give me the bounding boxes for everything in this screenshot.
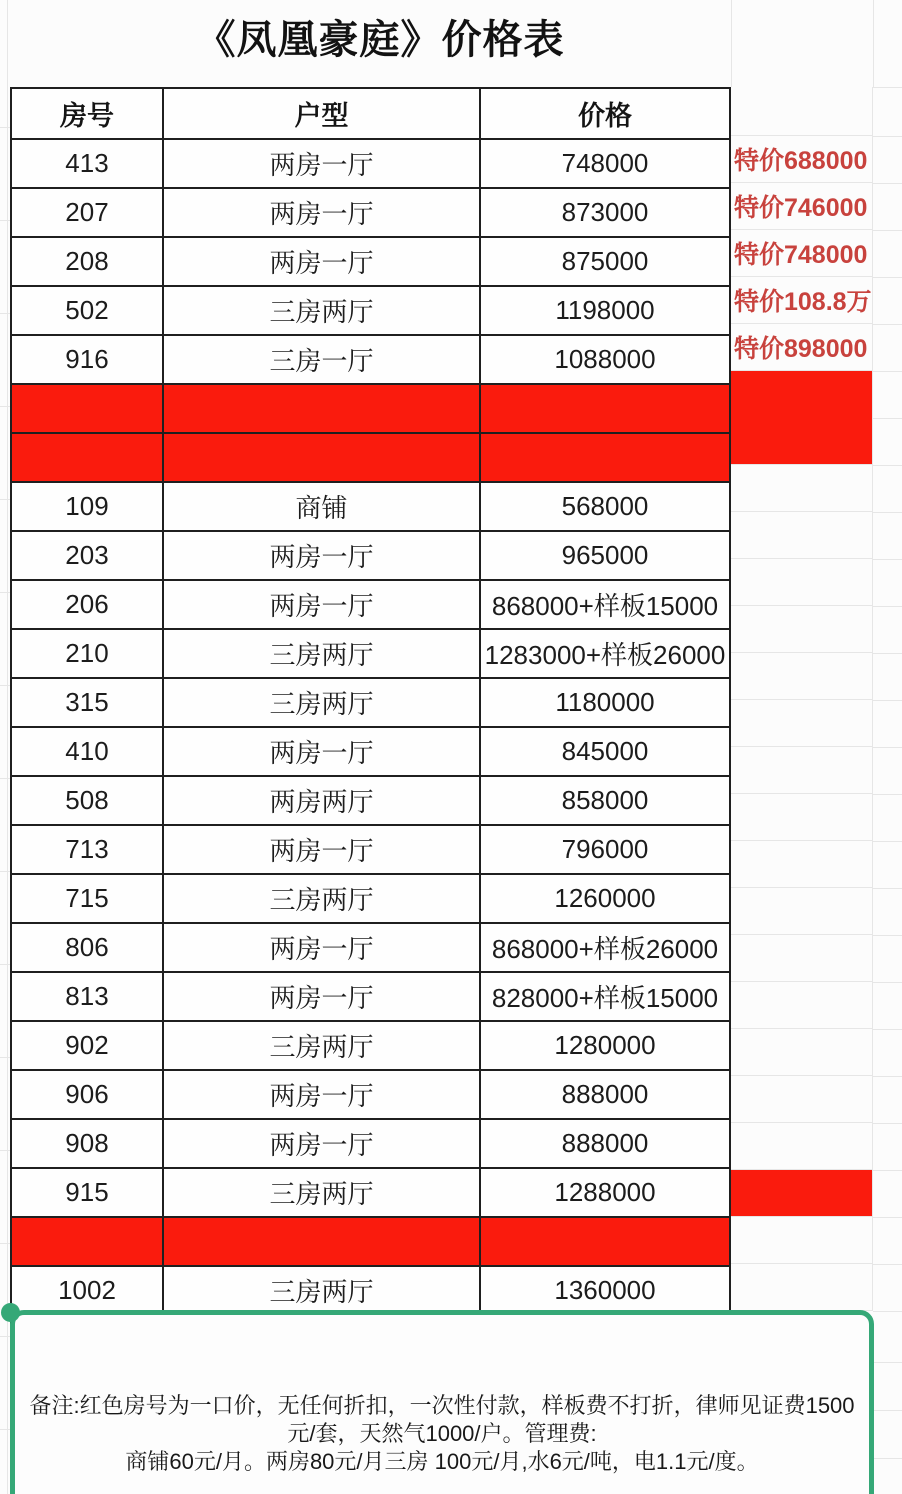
cell-price[interactable]: 1280000 (554, 1030, 656, 1060)
special-price-cell[interactable] (731, 136, 872, 183)
sheet-gridline (0, 778, 10, 779)
cell-price[interactable]: 1088000 (554, 344, 656, 374)
sheet-gridline (0, 871, 10, 872)
table-header-row (12, 89, 729, 138)
sheet-gridline (873, 1311, 902, 1312)
cell-price[interactable]: 1288000 (554, 1177, 656, 1207)
sheet-gridline (873, 935, 902, 936)
cell-layout[interactable]: 两房一厅 (164, 581, 481, 628)
sheet-gridline (0, 1150, 10, 1151)
sheet-cell[interactable] (731, 1264, 872, 1311)
table-row (12, 1167, 729, 1216)
cell-price[interactable]: 1180000 (555, 687, 655, 717)
cell-room[interactable]: 210 (12, 630, 164, 677)
note-line: 元/套，天然气1000/户。管理费: (287, 1421, 597, 1446)
sheet-gridline (873, 1123, 902, 1124)
table-row (12, 138, 729, 187)
cell-price[interactable] (481, 434, 729, 481)
cell-room[interactable]: 315 (12, 679, 164, 726)
page-title: 《凤凰豪庭》价格表 (195, 18, 565, 62)
table-row (12, 285, 729, 334)
cell-room[interactable]: 413 (12, 140, 164, 187)
sheet-cell[interactable] (731, 418, 872, 465)
sheet-gridline (873, 277, 902, 278)
cell-price[interactable]: 868000+样板26000 (491, 934, 719, 964)
table-row (12, 873, 729, 922)
special-price-label: 特价108.8万 (734, 288, 872, 316)
special-price-label: 特价746000 (734, 194, 868, 222)
sheet-gridline (0, 220, 10, 221)
sheet-gridline (873, 559, 902, 560)
cell-layout[interactable]: 两房一厅 (164, 189, 481, 236)
cell-room[interactable]: 508 (12, 777, 164, 824)
cell-room[interactable]: 915 (12, 1169, 164, 1216)
sheet-cell[interactable] (731, 747, 872, 794)
sheet-gridline (7, 0, 8, 1494)
cell-price[interactable]: 845000 (561, 736, 649, 766)
table-row (12, 187, 729, 236)
cell-price[interactable]: 858000 (561, 785, 649, 815)
cell-room[interactable]: 206 (12, 581, 164, 628)
header-layout[interactable]: 户型 (164, 89, 481, 138)
cell-price[interactable]: 888000 (561, 1079, 649, 1109)
sheet-gridline (873, 1410, 902, 1411)
sheet-gridline (873, 183, 902, 184)
cell-layout[interactable]: 三房两厅 (164, 1022, 481, 1069)
table-row (12, 1020, 729, 1069)
sheet-gridline (0, 1243, 10, 1244)
sheet-cell[interactable] (731, 841, 872, 888)
sheet-gridline (873, 418, 902, 419)
sheet-cell[interactable] (731, 606, 872, 653)
sheet-gridline (873, 87, 902, 88)
table-row (12, 530, 729, 579)
special-price-label: 特价748000 (734, 241, 868, 269)
sheet-gridline (0, 592, 10, 593)
cell-layout[interactable]: 两房一厅 (164, 973, 481, 1020)
cell-room[interactable]: 908 (12, 1120, 164, 1167)
sheet-cell[interactable] (731, 700, 872, 747)
sheet-gridline (873, 1264, 902, 1265)
table-row (12, 824, 729, 873)
special-price-cell[interactable] (731, 324, 872, 371)
sheet-gridline (873, 653, 902, 654)
sheet-gridline (873, 1170, 902, 1171)
cell-price[interactable] (481, 385, 729, 432)
cell-layout[interactable]: 两房一厅 (164, 924, 481, 971)
note-text (13, 1392, 871, 1476)
sheet-cell[interactable] (731, 371, 872, 418)
sheet-gridline (873, 1458, 902, 1459)
price-table (10, 87, 731, 1365)
cell-room[interactable] (12, 385, 164, 432)
cell-room[interactable]: 1002 (12, 1267, 164, 1314)
highlight-row (12, 1216, 729, 1265)
table-row (12, 628, 729, 677)
sheet-cell[interactable] (731, 1217, 872, 1264)
cell-room[interactable]: 208 (12, 238, 164, 285)
cell-price[interactable]: 1260000 (554, 883, 656, 913)
cell-room[interactable]: 813 (12, 973, 164, 1020)
sheet-cell[interactable] (731, 1170, 872, 1217)
sheet-gridline (0, 127, 10, 128)
cell-layout[interactable]: 两房一厅 (164, 1120, 481, 1167)
table-row (12, 922, 729, 971)
sheet-cell[interactable] (731, 1123, 872, 1170)
cell-layout[interactable]: 三房两厅 (164, 875, 481, 922)
sheet-cell[interactable] (731, 888, 872, 935)
sheet-cell[interactable] (731, 512, 872, 559)
cell-room[interactable]: 906 (12, 1071, 164, 1118)
sheet-gridline (873, 1362, 902, 1363)
cell-layout[interactable]: 两房一厅 (164, 238, 481, 285)
sheet-gridline (873, 841, 902, 842)
cell-room[interactable]: 109 (12, 483, 164, 530)
sheet-gridline (873, 700, 902, 701)
cell-layout[interactable]: 三房两厅 (164, 1267, 481, 1314)
table-row (12, 1265, 729, 1314)
cell-layout[interactable]: 三房两厅 (164, 679, 481, 726)
highlight-row (12, 432, 729, 481)
sheet-cell[interactable] (731, 1029, 872, 1076)
cell-layout[interactable]: 商铺 (164, 483, 481, 530)
cell-room[interactable]: 207 (12, 189, 164, 236)
cell-layout[interactable]: 两房一厅 (164, 826, 481, 873)
sheet-cell[interactable] (731, 794, 872, 841)
cell-layout[interactable]: 三房两厅 (164, 630, 481, 677)
sheet-gridline (0, 313, 10, 314)
header-room[interactable]: 房号 (12, 89, 164, 138)
sheet-cell[interactable] (731, 559, 872, 606)
table-row (12, 236, 729, 285)
sheet-gridline (873, 0, 874, 87)
cell-room[interactable] (12, 434, 164, 481)
sheet-cell[interactable] (731, 653, 872, 700)
cell-price[interactable]: 1283000+样板26000 (484, 640, 726, 670)
cell-layout[interactable]: 两房一厅 (164, 1071, 481, 1118)
sheet-cell[interactable] (731, 87, 872, 136)
sheet-gridline (0, 499, 10, 500)
special-price-column (731, 87, 873, 1311)
cell-price[interactable]: 796000 (561, 834, 649, 864)
cell-room[interactable]: 916 (12, 336, 164, 383)
cell-room[interactable]: 203 (12, 532, 164, 579)
sheet-gridline (873, 1217, 902, 1218)
sheet-gridline (873, 465, 902, 466)
sheet-gridline (873, 1029, 902, 1030)
sheet-gridline (0, 1057, 10, 1058)
table-row (12, 481, 729, 530)
cell-layout[interactable] (164, 385, 481, 432)
cell-room[interactable]: 502 (12, 287, 164, 334)
sheet-gridline (873, 606, 902, 607)
sheet-gridline (873, 136, 902, 137)
special-price-cell[interactable] (731, 230, 872, 277)
cell-layout[interactable]: 三房两厅 (164, 287, 481, 334)
cell-room[interactable]: 902 (12, 1022, 164, 1069)
table-row (12, 726, 729, 775)
sheet-gridline (873, 1076, 902, 1077)
sheet-gridline (0, 685, 10, 686)
sheet-gridline (873, 371, 902, 372)
sheet-gridline (873, 794, 902, 795)
special-price-label: 特价898000 (734, 335, 868, 363)
cell-room[interactable]: 806 (12, 924, 164, 971)
sheet-gridline (0, 1336, 10, 1337)
cell-price[interactable]: 1198000 (555, 295, 655, 325)
cell-room[interactable]: 713 (12, 826, 164, 873)
cell-layout[interactable]: 两房一厅 (164, 532, 481, 579)
note-line: 备注:红色房号为一口价，无任何折扣，一次性付款，样板费不打折，律师见证费1500 (29, 1393, 855, 1418)
cell-room[interactable]: 715 (12, 875, 164, 922)
cell-price[interactable]: 828000+样板15000 (491, 983, 719, 1013)
sheet-gridline (873, 888, 902, 889)
cell-layout[interactable]: 两房一厅 (164, 728, 481, 775)
sheet-gridline (0, 1429, 10, 1430)
highlight-row (12, 383, 729, 432)
sheet-cell[interactable] (731, 935, 872, 982)
table-row (12, 677, 729, 726)
cell-price[interactable] (481, 1218, 729, 1265)
cell-price[interactable]: 868000+样板15000 (491, 591, 719, 621)
table-row (12, 579, 729, 628)
cell-price[interactable]: 965000 (561, 540, 649, 570)
cell-price[interactable]: 568000 (561, 491, 649, 521)
special-price-cell[interactable] (731, 277, 872, 324)
cell-price[interactable]: 888000 (561, 1128, 649, 1158)
sheet-gridline (873, 982, 902, 983)
cell-price[interactable]: 1360000 (554, 1275, 656, 1305)
cell-layout[interactable] (164, 434, 481, 481)
sheet-cell[interactable] (731, 982, 872, 1029)
cell-layout[interactable] (164, 1218, 481, 1265)
sheet-gridline (873, 230, 902, 231)
cell-layout[interactable]: 两房两厅 (164, 777, 481, 824)
cell-layout[interactable]: 两房一厅 (164, 140, 481, 187)
cell-layout[interactable]: 三房一厅 (164, 336, 481, 383)
special-price-label: 特价688000 (734, 147, 868, 175)
table-row (12, 775, 729, 824)
cell-price[interactable]: 875000 (561, 246, 649, 276)
sheet-gridline (0, 964, 10, 965)
table-row (12, 971, 729, 1020)
sheet-gridline (873, 324, 902, 325)
cell-room[interactable]: 410 (12, 728, 164, 775)
special-price-cell[interactable] (731, 183, 872, 230)
table-row (12, 1118, 729, 1167)
sheet-gridline (873, 512, 902, 513)
sheet-gridline (873, 747, 902, 748)
cell-layout[interactable]: 三房两厅 (164, 1169, 481, 1216)
cell-price[interactable]: 748000 (561, 148, 649, 178)
sheet-cell[interactable] (731, 465, 872, 512)
cell-room[interactable] (12, 1218, 164, 1265)
table-row (12, 1069, 729, 1118)
note-line: 商铺60元/月。两房80元/月三房 100元/月,水6元/吨，电1.1元/度。 (125, 1449, 759, 1474)
sheet-cell[interactable] (731, 1076, 872, 1123)
sheet-gridline (0, 406, 10, 407)
selection-handle-dot[interactable] (1, 1303, 20, 1322)
table-row (12, 334, 729, 383)
cell-price[interactable]: 873000 (561, 197, 649, 227)
header-price[interactable]: 价格 (578, 101, 632, 131)
